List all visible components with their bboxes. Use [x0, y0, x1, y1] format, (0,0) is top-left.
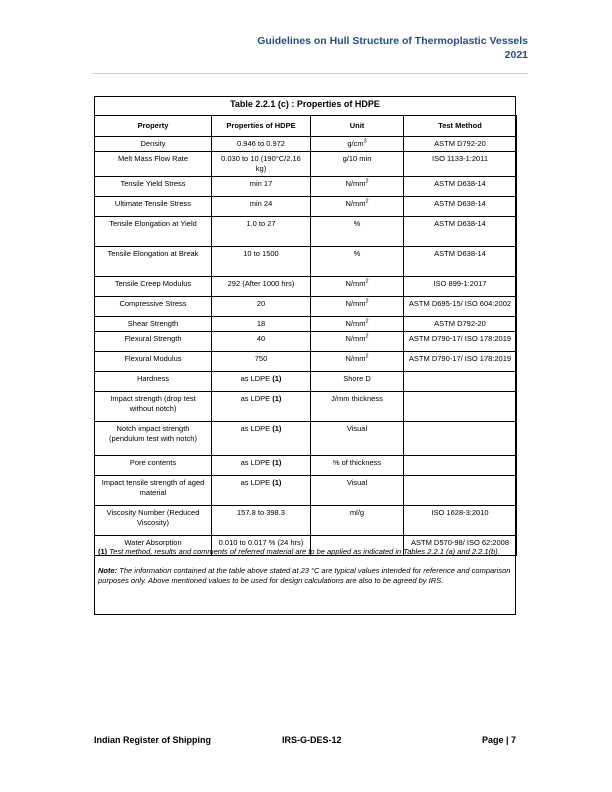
unit-cell	[311, 297, 404, 317]
property-cell: Density	[95, 137, 212, 152]
value-text: 40	[256, 334, 266, 343]
value-cell	[212, 352, 311, 372]
value-cell	[212, 177, 311, 197]
property-cell: Flexural Strength	[95, 332, 212, 352]
value-text: as LDPE	[240, 458, 271, 467]
unit-text: N/mm	[345, 334, 366, 343]
table-header-row	[95, 116, 517, 137]
unit-exponent: 2	[365, 353, 369, 360]
unit-text: % of thickness	[332, 458, 382, 467]
value-cell	[212, 506, 311, 536]
unit-text: g/10 min	[342, 154, 372, 163]
property-cell: Tensile Elongation at Break	[95, 247, 212, 277]
method-cell	[404, 422, 517, 456]
unit-exponent: 2	[365, 318, 369, 325]
table-row	[95, 422, 517, 456]
value-cell	[212, 476, 311, 506]
unit-text: ml/g	[349, 508, 365, 517]
value-text: 0.946 to 0.972	[237, 139, 285, 148]
value-cell	[212, 247, 311, 277]
value-text: 0.010 to 0.017 % (24 hrs)	[218, 538, 304, 547]
method-cell: ASTM D638-14	[404, 197, 517, 217]
unit-exponent: 3	[363, 138, 367, 145]
method-cell: ASTM D638-14	[404, 177, 517, 197]
footnote-reference: (1)	[272, 394, 282, 403]
unit-exponent: 2	[365, 278, 369, 285]
method-cell	[404, 392, 517, 422]
unit-cell	[311, 197, 404, 217]
unit-cell	[311, 372, 404, 392]
table-title: Table 2.2.1 (c) : Properties of HDPE	[230, 99, 380, 109]
unit-text: %	[353, 249, 361, 258]
footnote-reference: (1)	[272, 478, 282, 487]
value-cell	[212, 197, 311, 217]
value-text: 0.030 to 10 (190°C/2.16 kg)	[221, 154, 301, 173]
footer-page-number: Page | 7	[481, 735, 516, 745]
note-text: The information contained at the table above stated at 23 °C are typical values intended for reference and comparison purposes only. Above mentioned values to be used for design calculations are also to be agreed by IRS.	[98, 566, 511, 585]
property-cell: Tensile Creep Modulus	[95, 277, 212, 297]
properties-table	[94, 115, 517, 556]
unit-text: N/mm	[345, 354, 366, 363]
property-cell: Viscosity Number (Reduced Viscosity)	[95, 506, 212, 536]
unit-text: N/mm	[345, 179, 366, 188]
value-text: 750	[254, 354, 268, 363]
unit-text: N/mm	[345, 299, 366, 308]
column-header: Unit	[311, 116, 404, 137]
unit-cell	[311, 177, 404, 197]
property-cell: Water Absorption	[95, 536, 212, 556]
method-cell: ASTM D792-20	[404, 137, 517, 152]
method-cell: ASTM D695-15/ ISO 604:2002	[404, 297, 517, 317]
unit-exponent: 2	[365, 198, 369, 205]
table-row	[95, 392, 517, 422]
footnote-reference: (1)	[272, 458, 282, 467]
footnote	[98, 547, 512, 557]
column-header: Test Method	[404, 116, 517, 137]
value-cell	[212, 217, 311, 247]
header-year: 2021	[504, 49, 528, 61]
value-text: 157.8 to 398.3	[237, 508, 285, 517]
table-row	[95, 277, 517, 297]
table-notes	[98, 547, 512, 595]
unit-exponent: 2	[365, 178, 369, 185]
value-cell	[212, 137, 311, 152]
table-row	[95, 177, 517, 197]
method-cell: ASTM D638-14	[404, 247, 517, 277]
unit-cell	[311, 332, 404, 352]
table-row	[95, 456, 517, 476]
value-text: as LDPE	[240, 394, 271, 403]
value-text: 10 to 1500	[243, 249, 279, 258]
unit-cell	[311, 247, 404, 277]
table-row	[95, 137, 517, 152]
unit-text: %	[353, 219, 361, 228]
footnote-marker: (1)	[98, 547, 108, 556]
table-row	[95, 297, 517, 317]
property-cell: Flexural Modulus	[95, 352, 212, 372]
value-text: 18	[256, 319, 266, 328]
method-cell	[404, 456, 517, 476]
footnote-reference: (1)	[272, 374, 282, 383]
value-text: 1.0 to 27	[246, 219, 276, 228]
unit-text: Visual	[346, 424, 368, 433]
note-label: Note:	[98, 566, 118, 575]
unit-cell	[311, 152, 404, 177]
property-cell: Ultimate Tensile Stress	[95, 197, 212, 217]
footnote-reference: (1)	[272, 424, 282, 433]
header-title: Guidelines on Hull Structure of Thermoplastic Vessels	[257, 35, 528, 47]
column-header: Property	[95, 116, 212, 137]
table-row	[95, 197, 517, 217]
note	[98, 566, 512, 586]
property-cell: Impact strength (drop test without notch)	[95, 392, 212, 422]
unit-cell	[311, 277, 404, 297]
unit-text: N/mm	[345, 279, 366, 288]
unit-text: J/mm thickness	[331, 394, 383, 403]
property-cell: Impact tensile strength of aged material	[95, 476, 212, 506]
value-cell	[212, 277, 311, 297]
column-header: Properties of HDPE	[212, 116, 311, 137]
method-cell: ASTM D792-20	[404, 317, 517, 332]
unit-cell	[311, 392, 404, 422]
method-cell: ASTM D790-17/ ISO 178:2019	[404, 352, 517, 372]
unit-exponent: 2	[365, 333, 369, 340]
table-row	[95, 352, 517, 372]
method-cell: ASTM D790-17/ ISO 178:2019	[404, 332, 517, 352]
value-text: 20	[256, 299, 266, 308]
footnote-text: Test method, results and comments of referred material are to be applied as indicated in Tables 2.2.1 (a) and 2.2.1(b).	[109, 547, 500, 556]
unit-cell	[311, 456, 404, 476]
unit-cell	[311, 217, 404, 247]
method-cell: ISO 1133-1:2011	[404, 152, 517, 177]
value-cell	[212, 372, 311, 392]
method-cell	[404, 372, 517, 392]
value-cell	[212, 332, 311, 352]
property-cell: Pore contents	[95, 456, 212, 476]
value-cell	[212, 317, 311, 332]
unit-text: N/mm	[345, 319, 366, 328]
property-cell: Hardness	[95, 372, 212, 392]
unit-text: g/cm	[347, 139, 364, 148]
unit-cell	[311, 352, 404, 372]
unit-exponent: 2	[365, 298, 369, 305]
table-row	[95, 317, 517, 332]
method-cell: ASTM D638-14	[404, 217, 517, 247]
footer-organization: Indian Register of Shipping	[94, 735, 211, 745]
value-cell	[212, 297, 311, 317]
value-text: min 17	[249, 179, 273, 188]
table-row	[95, 247, 517, 277]
value-text: as LDPE	[240, 374, 271, 383]
value-text: min 24	[249, 199, 273, 208]
unit-text: Shore D	[343, 374, 371, 383]
method-cell	[404, 476, 517, 506]
value-text: as LDPE	[240, 424, 271, 433]
method-cell: ISO 1628-3:2010	[404, 506, 517, 536]
header-divider	[92, 73, 528, 74]
unit-cell	[311, 137, 404, 152]
value-text: as LDPE	[240, 478, 271, 487]
table-row	[95, 152, 517, 177]
value-text: 292 (After 1000 hrs)	[227, 279, 295, 288]
unit-cell	[311, 422, 404, 456]
table-row	[95, 217, 517, 247]
footer-document-code: IRS-G-DES-12	[282, 735, 342, 745]
value-cell	[212, 422, 311, 456]
property-cell: Tensile Yield Stress	[95, 177, 212, 197]
property-cell: Melt Mass Flow Rate	[95, 152, 212, 177]
method-cell: ISO 899-1:2017	[404, 277, 517, 297]
table-row	[95, 506, 517, 536]
value-cell	[212, 456, 311, 476]
value-cell	[212, 152, 311, 177]
table-row	[95, 332, 517, 352]
property-cell: Compressive Stress	[95, 297, 212, 317]
property-cell: Shear Strength	[95, 317, 212, 332]
property-cell: Notch impact strength (pendulum test with notch)	[95, 422, 212, 456]
unit-text: Visual	[346, 478, 368, 487]
value-cell	[212, 392, 311, 422]
property-cell: Tensile Elongation at Yield	[95, 217, 212, 247]
table-row	[95, 476, 517, 506]
unit-cell	[311, 476, 404, 506]
method-cell: ASTM D570-98/ ISO 62:2008	[404, 536, 517, 556]
unit-cell	[311, 317, 404, 332]
table-row	[95, 372, 517, 392]
unit-cell	[311, 506, 404, 536]
unit-text: N/mm	[345, 199, 366, 208]
